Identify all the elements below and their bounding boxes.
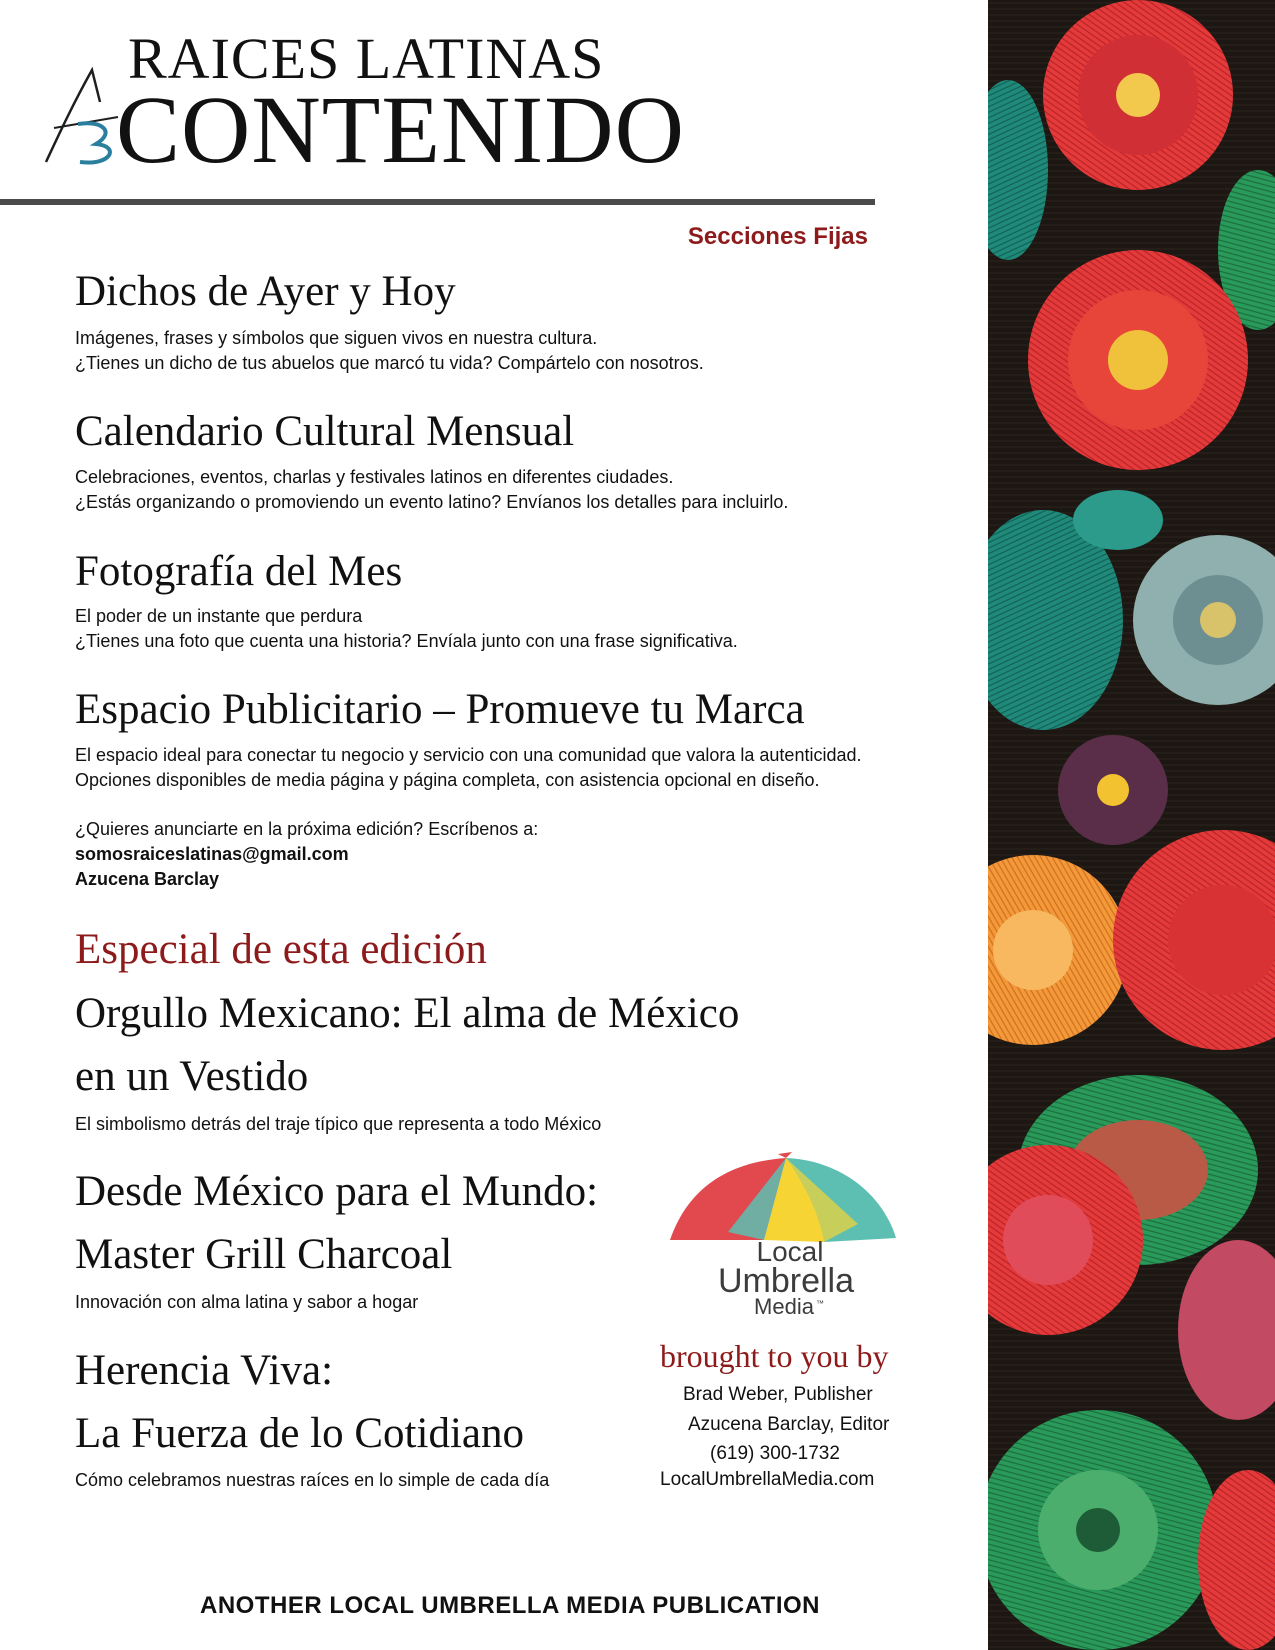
- floral-embroidery-image: [988, 0, 1275, 1650]
- special-title-herencia-line1: Herencia Viva:: [75, 1347, 334, 1394]
- website-link[interactable]: LocalUmbrellaMedia.com: [660, 1469, 875, 1490]
- section-title-calendario: Calendario Cultural Mensual: [75, 408, 575, 455]
- special-edition-label: Especial de esta edición: [75, 926, 487, 973]
- section-desc-line: Celebraciones, eventos, charlas y festivales latinos en diferentes ciudades.: [75, 467, 674, 487]
- special-desc-orgullo: El simbolismo detrás del traje típico que representa a todo México: [75, 1114, 602, 1134]
- special-title-herencia-line2: La Fuerza de lo Cotidiano: [75, 1410, 524, 1457]
- section-title-fotografia: Fotografía del Mes: [75, 548, 403, 595]
- fixed-sections-label: Secciones Fijas: [687, 223, 868, 250]
- special-title-orgullo-line1: Orgullo Mexicano: El alma de México: [75, 990, 740, 1037]
- brought-to-you-by: brought to you by: [660, 1338, 889, 1374]
- section-desc-calendario: [75, 465, 788, 515]
- special-title-grill-line1: Desde México para el Mundo:: [75, 1168, 599, 1215]
- header-divider: [0, 199, 875, 205]
- special-desc-grill: Innovación con alma latina y sabor a hogar: [75, 1292, 419, 1312]
- section-desc-dichos: [75, 326, 704, 376]
- special-desc-herencia: Cómo celebramos nuestras raíces en lo simple de cada día: [75, 1470, 550, 1490]
- logo-word-umbrella: Umbrella: [717, 1262, 855, 1300]
- section-title-publicidad: Espacio Publicitario – Promueve tu Marca: [75, 686, 805, 733]
- section-desc-line: Imágenes, frases y símbolos que siguen vivos en nuestra cultura.: [75, 328, 598, 348]
- magazine-name: RAICES LATINAS: [128, 26, 605, 91]
- logo-word-local: Local: [756, 1236, 824, 1267]
- section-desc-line: Opciones disponibles de media página y página completa, con asistencia opcional en diseño.: [75, 770, 820, 790]
- section-desc-line: ¿Estás organizando o promoviendo un evento latino? Envíanos los detalles para incluirlo.: [75, 492, 789, 512]
- publisher-credit: Brad Weber, Publisher: [683, 1384, 873, 1405]
- ad-contact-name: Azucena Barclay: [75, 869, 220, 889]
- editor-credit: Azucena Barclay, Editor: [688, 1414, 890, 1435]
- local-umbrella-media-logo: [668, 1148, 904, 1318]
- page-title: CONTENIDO: [116, 76, 685, 183]
- ab-monogram-icon: [40, 62, 120, 167]
- logo-word-media: Media: [754, 1294, 814, 1318]
- section-desc-line: ¿Tienes una foto que cuenta una historia? Envíala junto con una frase significativa.: [75, 631, 738, 651]
- logo-trademark: ™: [816, 1299, 824, 1308]
- umbrella-icon: [668, 1148, 904, 1318]
- section-title-dichos: Dichos de Ayer y Hoy: [75, 268, 456, 315]
- section-desc-line: El poder de un instante que perdura: [75, 606, 363, 626]
- section-desc-fotografia: [75, 604, 738, 654]
- section-desc-line: ¿Tienes un dicho de tus abuelos que marcó tu vida? Compártelo con nosotros.: [75, 353, 704, 373]
- special-title-grill-line2: Master Grill Charcoal: [75, 1231, 453, 1278]
- section-desc-publicidad: [75, 743, 862, 793]
- publication-footer: ANOTHER LOCAL UMBRELLA MEDIA PUBLICATION: [200, 1592, 820, 1619]
- ad-contact-block: [75, 817, 538, 892]
- special-title-orgullo-line2: en un Vestido: [75, 1053, 309, 1100]
- ad-contact-prompt: ¿Quieres anunciarte en la próxima edición? Escríbenos a:: [75, 819, 539, 839]
- section-desc-line: El espacio ideal para conectar tu negocio y servicio con una comunidad que valora la autenticidad.: [75, 745, 862, 765]
- ad-contact-email[interactable]: somosraiceslatinas@gmail.com: [75, 844, 349, 864]
- phone-number: (619) 300-1732: [710, 1443, 840, 1464]
